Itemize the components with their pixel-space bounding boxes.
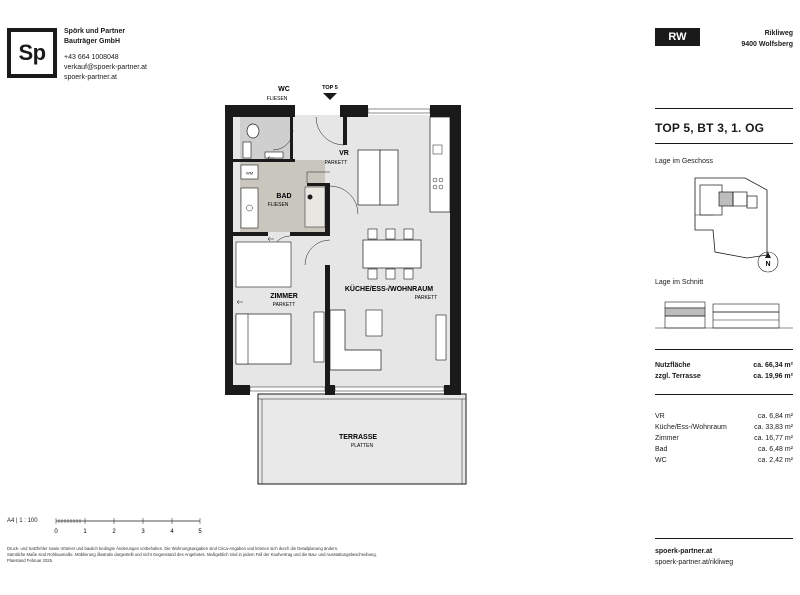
total-value: ca. 66,34 m² [753,362,793,369]
company-sub: Bauträger GmbH [64,38,121,45]
wm-label: WM [245,170,254,176]
scale-tick: 5 [198,529,202,535]
room-row [655,446,793,453]
footer-website[interactable]: spoerk-partner.at [655,548,713,555]
room-wc-name: WC [278,86,290,93]
room-row [655,424,793,431]
room-terrasse-floor: PLATTEN [350,443,374,449]
unit-title: TOP 5, BT 3, 1. OG [655,121,765,135]
entry-label: TOP 5 [322,85,338,91]
section-location-map [655,290,793,340]
compass-label: N [765,261,771,268]
company-website[interactable]: spoerk-partner.at [64,74,117,81]
room-value: ca. 6,84 m² [757,413,793,420]
room-zimmer-floor: PARKETT [272,302,296,308]
divider [655,394,793,395]
room-label: VR [655,413,665,420]
divider [655,143,793,144]
room-value: ca. 6,48 m² [757,446,793,453]
room-label: Küche/Ess-/Wohnraum [655,424,727,431]
company-name: Spörk und Partner [64,28,126,35]
floor-location-map [655,170,793,280]
room-zimmer-name: ZIMMER [270,293,298,300]
disclaimer-line: Planstand Februar 2025. [7,558,54,563]
total-row [655,362,793,369]
footer-project-link[interactable]: spoerk-partner.at/rikliweg [655,559,734,566]
total-value: ca. 19,96 m² [753,373,793,380]
location-section-label: Lage im Schnitt [655,279,704,286]
scale-bar [52,514,212,538]
divider [655,108,793,109]
divider [655,349,793,350]
total-label: zzgl. Terrasse [655,373,701,380]
disclaimer-line: Druck- und Satzfehler sowie Irrtümer und baulich bedingte Änderungen vorbehalten. Die Wohnungsangaben sind Circa-Angaben und können sich durch die Detailplanung ändern. [7,546,339,551]
room-row [655,435,793,442]
room-kueche-name: KÜCHE/ESS-/WOHNRAUM [344,286,434,293]
room-bad-floor: FLIESEN [267,202,289,208]
floor-plan [200,80,480,490]
scale-tick: 2 [112,529,116,535]
scale-tick: 0 [54,529,58,535]
company-logo [7,28,57,78]
room-label: Zimmer [655,435,679,442]
scale-tick: 1 [83,529,87,535]
company-info [64,27,147,83]
room-bad-name: BAD [276,193,292,200]
room-label: Bad [655,446,668,453]
room-terrasse-name: TERRASSE [338,434,378,441]
company-email[interactable]: verkauf@spoerk-partner.at [64,64,147,71]
scale-tick: 3 [141,529,145,535]
disclaimer [7,546,477,564]
company-phone: +43 664 1008048 [64,54,119,61]
room-kueche-floor: PARKETT [414,295,438,301]
location-floor-label: Lage im Geschoss [655,158,713,165]
project-name: Rikliweg [764,30,793,37]
room-label: WC [655,457,667,464]
room-row [655,413,793,420]
room-wc-floor: FLIESEN [266,96,288,102]
total-row [655,373,793,380]
room-value: ca. 33,83 m² [754,424,793,431]
total-label: Nutzfläche [655,362,691,369]
room-value: ca. 16,77 m² [754,435,793,442]
scale-label: A4 | 1 : 100 [7,518,38,524]
project-city: 9400 Wolfsberg [741,41,793,48]
project-info [741,28,793,50]
scale-tick: 4 [170,529,174,535]
room-value: ca. 2,42 m² [757,457,793,464]
disclaimer-line: Sämtliche Maße sind Rohbaumaße. Möblierung illustrativ dargestellt und nicht Gegenstand des Angebotes. Maßgeblich sind in jedem Fall der Kaufvertrag und die Bau- und Ausstattungsbeschreibung. [7,552,377,557]
divider [655,538,793,539]
room-row [655,457,793,464]
entry-arrow-icon [323,93,337,100]
logo-text: Sp [18,40,46,65]
room-vr-name: VR [339,150,349,157]
project-badge: RW [655,28,700,46]
room-vr-floor: PARKETT [324,160,348,166]
